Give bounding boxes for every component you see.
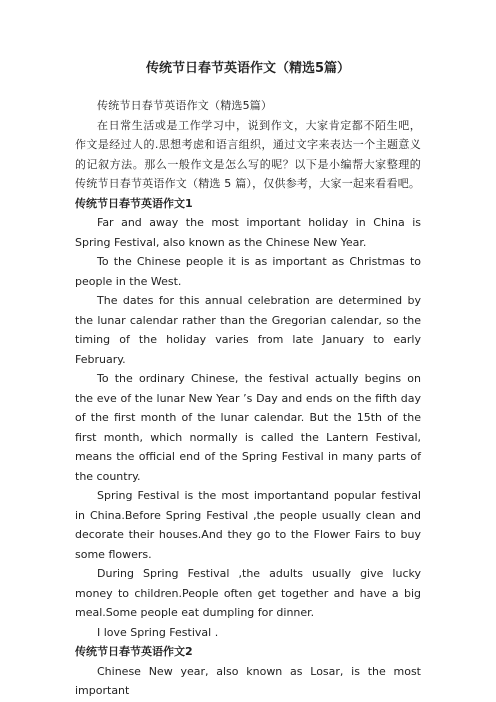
intro-subtitle: 传统节日春节英语作文（精选5篇）	[97, 99, 273, 112]
essay-1-paragraph: Spring Festival is the most importantand popular festival in China.Before Spring Festival ,the people usually clean and decorate their houses.And they go to the Flower Fairs to buy some flowers.	[75, 489, 421, 561]
essay-1-paragraph: I love Spring Festival .	[97, 625, 219, 639]
document-body	[75, 96, 421, 701]
essay-1-paragraph: The dates for this annual celebration are determined by the lunar calendar rather than the Gregorian calendar, so the timing of the holiday varies from late January to early February.	[75, 294, 421, 366]
essay-1-paragraph: To the Chinese people it is as important as Christmas to people in the West.	[75, 255, 421, 288]
essay-2-paragraph: Chinese New year, also known as Losar, is the most important	[75, 664, 421, 697]
intro-paragraph: 在日常生活或是工作学习中，说到作文，大家肯定都不陌生吧，作文是经过人的.思想考虑和语言组织，通过文字来表达一个主题意义的记叙方法。那么一般作文是怎么写的呢？以下是小编帮大家整理的传统节日春节英语作文（精选 5 篇），仅供参考，大家一起来看看吧。	[75, 118, 421, 190]
essay-1-paragraph: Far and away the most important holiday in China is Spring Festival, also known as the Chinese New Year.	[75, 216, 421, 249]
document-title: 传统节日春节英语作文（精选5篇）	[145, 61, 351, 76]
essay-1-paragraph: During Spring Festival ,the adults usually give lucky money to children.People often get together and have a big meal.Some people eat dumpling for dinner.	[75, 567, 421, 619]
essay-1-heading: 传统节日春节英语作文1	[75, 196, 193, 210]
essay-1-paragraph: To the ordinary Chinese, the festival actually begins on the eve of the lunar New Year ’s Day and ends on the fifth day of the first month of the lunar calendar. But the 15th of the first month, which normally is called the Lantern Festival, means the official end of the Spring Festival in many parts of the country.	[75, 372, 421, 483]
essay-2-heading: 传统节日春节英语作文2	[75, 645, 193, 658]
